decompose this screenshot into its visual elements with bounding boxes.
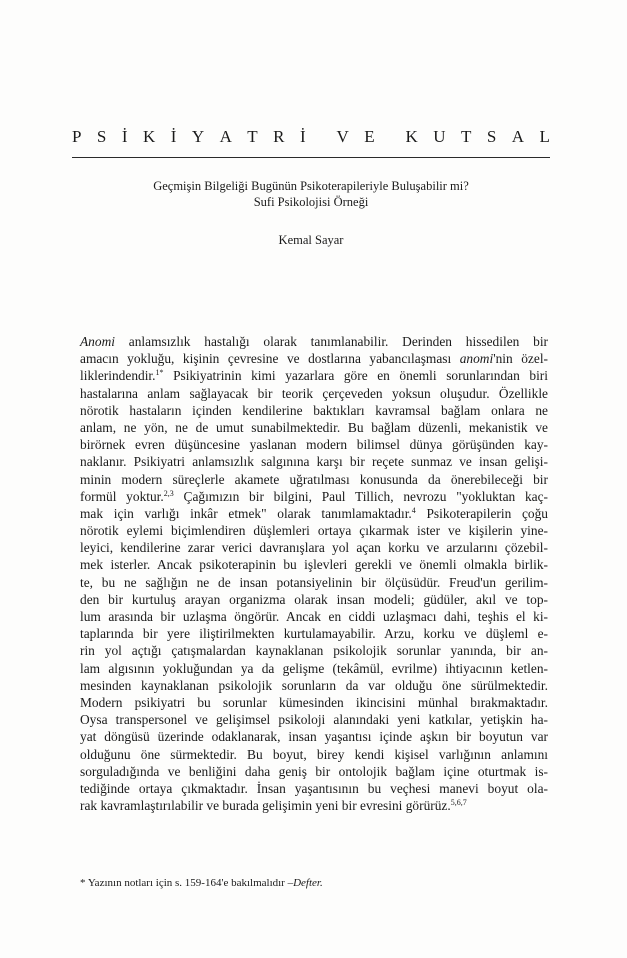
text-line: te, bu ne sağlığın ne de insan potansiyelinin bir ölçüsüdür. Freud'un gerilim- bbox=[80, 574, 548, 590]
superscript: 4 bbox=[411, 505, 416, 515]
running-head-letter: L bbox=[539, 127, 550, 146]
running-head-letter: A bbox=[511, 127, 525, 146]
text-line: naklanır. Psikiyatri anlamsızlık salgınına karşı bir reçete sunmaz ve insan gelişi- bbox=[80, 454, 548, 470]
text-line: rin yol açtığı çatışmalardan kaynaklanan psikolojik sorunlar yanında, bir an- bbox=[80, 643, 548, 659]
text-line: liklerindendir.$^{1*}$ Psikiyatrinin kimi yazarlara göre en önemli sorunlarından biri bbox=[80, 368, 548, 384]
running-head-letter: V bbox=[336, 127, 349, 146]
running-head-letter: İ bbox=[299, 127, 306, 146]
title-line-1: Geçmişin Bilgeliği Bugünün Psikoterapileriyle Buluşabilir mi? bbox=[153, 179, 469, 193]
footnote-marker: * bbox=[80, 877, 86, 889]
footnote-text: Yazının notları için s. 159-164'e bakılmalıdır – bbox=[87, 877, 294, 889]
text-line: Anomi anlamsızlık hastalığı olarak tanımlanabilir. Derinden hissedilen bir bbox=[80, 334, 548, 349]
text-line: mak için varlığı inkâr etmek" olarak tanımlamaktadır.$^4$ Psikoterapilerin çoğu bbox=[80, 505, 548, 521]
superscript: 5,6,7 bbox=[450, 798, 467, 808]
text-line: lum arasında bir uzlaşma öngörür. Ancak en ciddi uzlaşmacı dahi, teşhis el ki- bbox=[80, 609, 548, 624]
author-name: Kemal Sayar bbox=[278, 233, 344, 247]
running-head-letter: İ bbox=[170, 127, 177, 146]
running-head-letter: R bbox=[273, 127, 285, 146]
italic-word: anomi bbox=[459, 351, 494, 367]
text-line: rak kavramlaştırılabilir ve burada gelişimin yeni bir evresini görürüz.$^{5,6,7}$ bbox=[80, 798, 467, 814]
text-line: amacın yokluğu, kişinin çevresine ve dostlarına yabancılaşması anomi'nin özel- bbox=[80, 351, 548, 367]
article-title bbox=[72, 178, 550, 210]
running-head-letter: A bbox=[219, 127, 232, 146]
text-line: den bir kurtuluş arayan organizma olarak insan modeli; güdüler, akıl ve top- bbox=[80, 591, 548, 607]
text-line: Modern psikiyatri bu sorunlar kümesinden ikincisini münhal bırakmaktadır. bbox=[80, 694, 548, 710]
running-head-letter: U bbox=[433, 127, 446, 146]
running-head-letter: E bbox=[364, 127, 375, 146]
header-rule bbox=[72, 157, 550, 158]
footnote-italic: Defter. bbox=[293, 877, 323, 889]
running-head-letter: S bbox=[96, 127, 107, 146]
running-head-letter: K bbox=[142, 127, 156, 146]
text-line: leyici, kendilerine zarar verici davranışlara yol açan korku ve arzularını çözebil- bbox=[80, 540, 548, 556]
text-line: hastalarına anlam sağlayacak bir teorik çerçeveden yoksun oluşudur. Özellikle bbox=[80, 385, 548, 401]
running-head-letter: T bbox=[247, 127, 258, 146]
text-line: Oysa transpersonel ve gelişimsel psikoloji alanındaki yeni katkılar, yetişkin ha- bbox=[80, 712, 548, 728]
text-line: lam algısının yokluğundan ya da gelişme (tekâmül, evrilme) ihtiyacının ketlen- bbox=[80, 660, 548, 676]
text-line: mesinden kaynaklanan psikolojik sorunların da var olduğu öne sürülmektedir. bbox=[80, 677, 548, 693]
text-line: tediğinde ortaya çıkmaktadır. İnsan yaşantısının bu veçhesi manevi boyut ola- bbox=[80, 780, 548, 796]
footnote bbox=[80, 877, 548, 889]
text-line: anlam, ne yön, ne de umut sunabilmektedir. Bu bağlam düzenli, mekanistik ve bbox=[80, 419, 548, 435]
running-head-letter: Y bbox=[191, 127, 205, 146]
running-head-letter: İ bbox=[121, 127, 128, 146]
text-line: nörotik eylemi biçimlendiren düşlemleri ortaya çıkarmak ister ve kişilerin yine- bbox=[80, 523, 548, 539]
running-head-letter: S bbox=[486, 127, 497, 146]
text-line: nörotik hastaların içinden kendilerine baktıkları kavramsal bağlam onlara ne bbox=[80, 402, 548, 418]
title-line-2: Sufi Psikolojisi Örneği bbox=[253, 195, 369, 209]
text-line: sorguladığında ve benliğini daha geniş bir ontolojik bağlam içine oturtmak is- bbox=[80, 763, 548, 779]
text-line: taplarında bir yere iliştirilmekten kurtulamayabilir. Arzu, korku ve düşleml e- bbox=[80, 626, 548, 642]
running-head-letter: T bbox=[461, 127, 472, 146]
text-line: minin modern süreçlerle akamete uğratılması konusunda da önerebileceği bir bbox=[80, 471, 548, 487]
running-head bbox=[72, 127, 550, 147]
text-line: yat döngüsü üzerinde odaklanarak, insan yaşantısı içinde aşkın bir boyutun var bbox=[80, 729, 548, 745]
text-line: mek isterler. Ancak psikoterapinin bu işlevleri gerekli ve önemli olmakla birlik- bbox=[80, 557, 548, 573]
running-head-letter: P bbox=[72, 127, 82, 146]
body-paragraph bbox=[80, 333, 548, 814]
text-line: olduğunu öne sürmektedir. Bu boyut, birey kendi kişisel varlığının anlamını bbox=[80, 746, 548, 762]
text-line: formül yoktur.$^{2,3}$ Çağımızın bir bilgini, Paul Tillich, nevrozu "yokluktan kaç- bbox=[80, 488, 548, 504]
superscript: 1* bbox=[155, 368, 164, 378]
italic-word: Anomi bbox=[80, 334, 115, 349]
running-head-letter: K bbox=[405, 127, 418, 146]
text-line: birörnek evren düşüncesine yaslanan modern bilimsel dünya görüşünden kay- bbox=[80, 437, 548, 453]
superscript: 2,3 bbox=[163, 488, 174, 498]
